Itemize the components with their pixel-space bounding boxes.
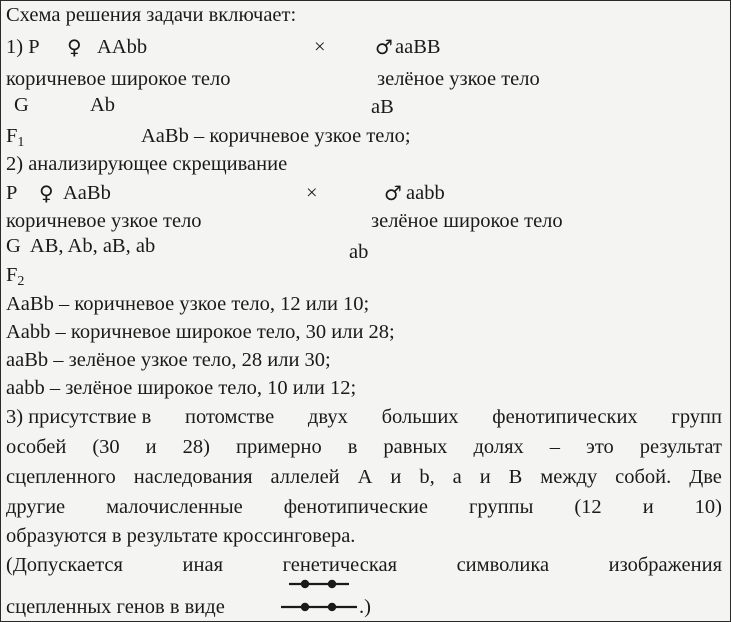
step1-g-label: G <box>14 94 29 116</box>
note-last-line-start: сцепленных генов в виде <box>6 596 225 618</box>
step2-heading: 2) анализирующее скрещивание <box>6 153 288 175</box>
step2-female-genotype: AaBb <box>63 182 111 204</box>
male-symbol-icon: ♂ <box>375 35 393 59</box>
step3-line: образуются в результате кроссинговера. <box>6 525 356 547</box>
f1-subscript: 1 <box>17 135 25 150</box>
step3-line: 3) присутствие в потомстве двух больших фенотипических групп <box>6 406 722 428</box>
step1-male-phenotype: зелёное узкое тело <box>377 68 540 90</box>
document-title: Схема решения задачи включает: <box>6 4 297 26</box>
note-line: (Допускается иная генетическая символика изображения <box>6 554 722 576</box>
step2-male-phenotype: зелёное широкое тело <box>371 210 563 232</box>
step3-line: сцепленного наследования аллелей А и b, а и В между собой. Две <box>6 466 722 488</box>
step3-line: особей (30 и 28) примерно в равных долях – это результат <box>6 436 722 458</box>
step1-label: 1) Р <box>6 36 40 58</box>
offspring-line: Aabb – коричневое широкое тело, 30 или 28; <box>6 321 395 343</box>
step2-male-gamete: ab <box>349 241 369 263</box>
step2-female-phenotype: коричневое узкое тело <box>6 210 202 232</box>
female-symbol-icon: ♀ <box>67 35 82 59</box>
step2-male-genotype: aabb <box>406 182 445 204</box>
step1-female-genotype: AAbb <box>97 36 148 58</box>
step1-cross-symbol: × <box>314 36 326 58</box>
offspring-line: AaBb – коричневое узкое тело, 12 или 10; <box>6 293 370 315</box>
step2-cross-symbol: × <box>306 182 318 204</box>
f1-label: F <box>6 125 18 147</box>
note-last-line-end: .) <box>359 596 371 618</box>
male-symbol-icon: ♂ <box>384 181 402 205</box>
offspring-line: aabb – зелёное широкое тело, 10 или 12; <box>6 377 357 399</box>
offspring-line: aaBb – зелёное узкое тело, 28 или 30; <box>6 349 331 371</box>
step1-f1-result: AaBb – коричневое узкое тело; <box>141 125 411 147</box>
f2-subscript: 2 <box>17 274 25 289</box>
step1-female-gamete: Ab <box>90 94 116 116</box>
f2-label: F <box>6 264 18 286</box>
female-symbol-icon: ♀ <box>39 181 54 205</box>
step2-p-label: Р <box>6 182 18 204</box>
step3-line: другие малочисленные фенотипические группы (12 и 10) <box>6 496 722 518</box>
linked-genes-icon <box>277 575 367 619</box>
step2-g-line: G AB, Ab, aB, ab <box>6 235 156 257</box>
step1-female-phenotype: коричневое широкое тело <box>6 68 231 90</box>
step1-male-gamete: aB <box>371 96 394 118</box>
step1-male-genotype: aaBB <box>395 36 441 58</box>
step2-f2 <box>6 263 24 287</box>
step1-f1 <box>6 124 24 148</box>
